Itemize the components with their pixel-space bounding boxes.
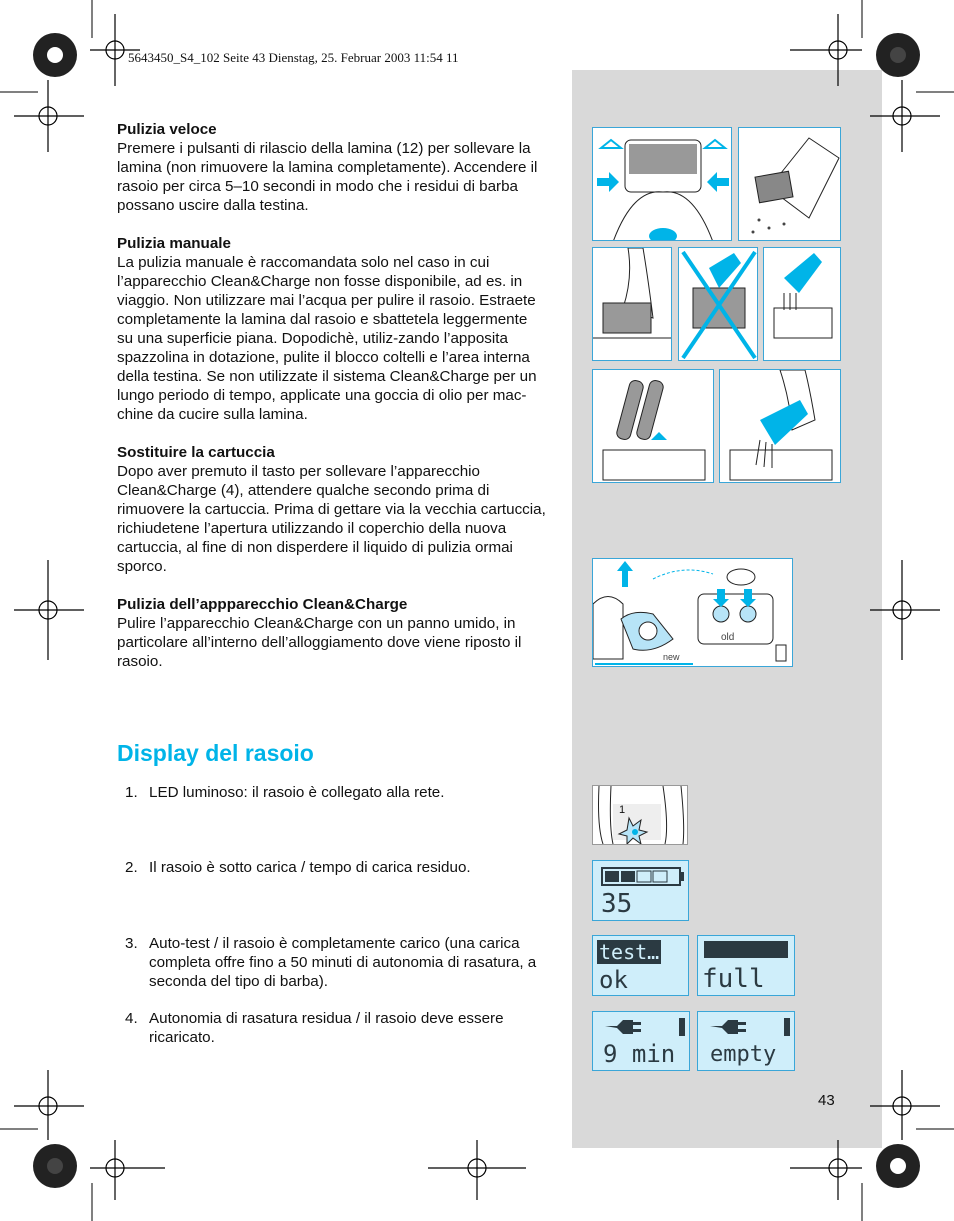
section-manual-clean — [117, 234, 547, 424]
item-text: Auto-test / il rasoio è completamente carico (una carica completa offre fino a 50 minuti di autonomia di rasatura, a seconda del tipo di barba). — [149, 935, 537, 990]
old-cartridge-label: old — [721, 632, 735, 643]
item-number: 2. — [125, 859, 138, 876]
lcd-empty-text: empty — [710, 1042, 777, 1067]
section-clean-station — [117, 595, 547, 671]
item-number: 4. — [125, 1010, 138, 1027]
page-number: 43 — [818, 1092, 835, 1109]
figure-led-indicator — [592, 785, 688, 845]
item-text: Il rasoio è sotto carica / tempo di carica residuo. — [149, 859, 471, 876]
section-title: Pulizia manuale — [117, 235, 231, 252]
shaver-head-illustration — [593, 128, 732, 241]
section-quick-clean — [117, 120, 547, 215]
section-replace-cartridge — [117, 443, 547, 576]
brush-foil-crossed-illustration — [679, 248, 758, 361]
lcd-full — [697, 935, 795, 996]
figure-brush-head — [719, 369, 841, 483]
item-number: 3. — [125, 935, 138, 952]
lcd-remaining — [592, 1011, 690, 1071]
tap-foil-illustration — [593, 248, 672, 361]
lcd-full-text: full — [702, 964, 765, 994]
cartridge-illustration — [593, 559, 793, 667]
lcd-test-ok — [592, 935, 689, 996]
section-title: Pulizia dell’appparecchio Clean&Charge — [117, 596, 408, 613]
led-number-label: 1 — [619, 804, 626, 816]
section-body: Premere i pulsanti di rilascio della lamina (12) per sollevare la lamina (non rimuovere la lamina completamente). Accendere il rasoio per circa 5–10 secondi in modo che i residui di barba possano uscire dalla testina. — [117, 140, 538, 214]
shaver-side-illustration — [739, 128, 841, 241]
figure-brush-cutter — [763, 247, 841, 361]
display-heading: Display del rasoio — [117, 740, 314, 766]
lcd-test-text: test… — [599, 940, 660, 964]
full-battery-icon — [698, 936, 795, 966]
item-text: Autonomia di rasatura residua / il rasoio deve essere ricaricato. — [149, 1010, 504, 1046]
lcd-charging-time: 35 — [601, 889, 633, 919]
section-body: Dopo aver premuto il tasto per sollevare l’apparecchio Clean&Charge (4), attendere qualche secondo prima di rimuovere la cartuccia. Prima di gettare via la vecchia cartuccia, richiudetene l’apertura utilizzando il coperchio della nuova cartuccia, al fine di non disperdere il liquido di pulizia ormai sporco. — [117, 463, 546, 575]
figure-cutter-block — [592, 369, 714, 483]
cutter-block-illustration — [593, 370, 714, 483]
lcd-empty — [697, 1011, 795, 1071]
section-title: Pulizia veloce — [117, 121, 217, 138]
new-cartridge-label: new — [663, 652, 680, 662]
print-header: 5643450_S4_102 Seite 43 Dienstag, 25. Februar 2003 11:54 11 — [128, 50, 459, 65]
figure-do-not-brush-foil — [678, 247, 758, 361]
figure-cartridge-replace — [592, 558, 793, 667]
lcd-charging — [592, 860, 689, 921]
lcd-ok-text: ok — [599, 966, 628, 994]
plug-icon — [593, 1012, 690, 1042]
item-text: LED luminoso: il rasoio è collegato alla rete. — [149, 784, 445, 801]
led-shaver-illustration — [593, 786, 688, 845]
plug-icon — [698, 1012, 795, 1042]
section-title: Sostituire la cartuccia — [117, 444, 275, 461]
section-body: Pulire l’apparecchio Clean&Charge con un panno umido, in particolare all’interno dell’alloggiamento dove viene riposto il rasoio. — [117, 615, 522, 670]
brush-cutter-illustration — [764, 248, 841, 361]
figure-foil-release — [592, 127, 732, 241]
figure-tap-foil — [592, 247, 672, 361]
lcd-remaining-time: 9 min — [603, 1040, 676, 1068]
section-body: La pulizia manuale è raccomandata solo nel caso in cui l’apparecchio Clean&Charge non fosse disponibile, ad es. in viaggio. Non utilizzare mai l’acqua per pulire il rasoio. Estraete completamente la lamina dal rasoio e sbattetela leggermente su una superficie piana. Dopodichè, utiliz-zando l’apposita spazzolina in dotazione, pulite il blocco coltelli e l’area interna della testina. Se non utilizzate il sistema Clean&Charge per un lungo periodo di tempo, applicate una goccia di olio per mac-chine da cucire sulla lamina. — [117, 254, 537, 423]
instructions-column — [117, 120, 547, 690]
figure-shaver-side — [738, 127, 841, 241]
item-number: 1. — [125, 784, 138, 801]
brush-head-illustration — [720, 370, 841, 483]
